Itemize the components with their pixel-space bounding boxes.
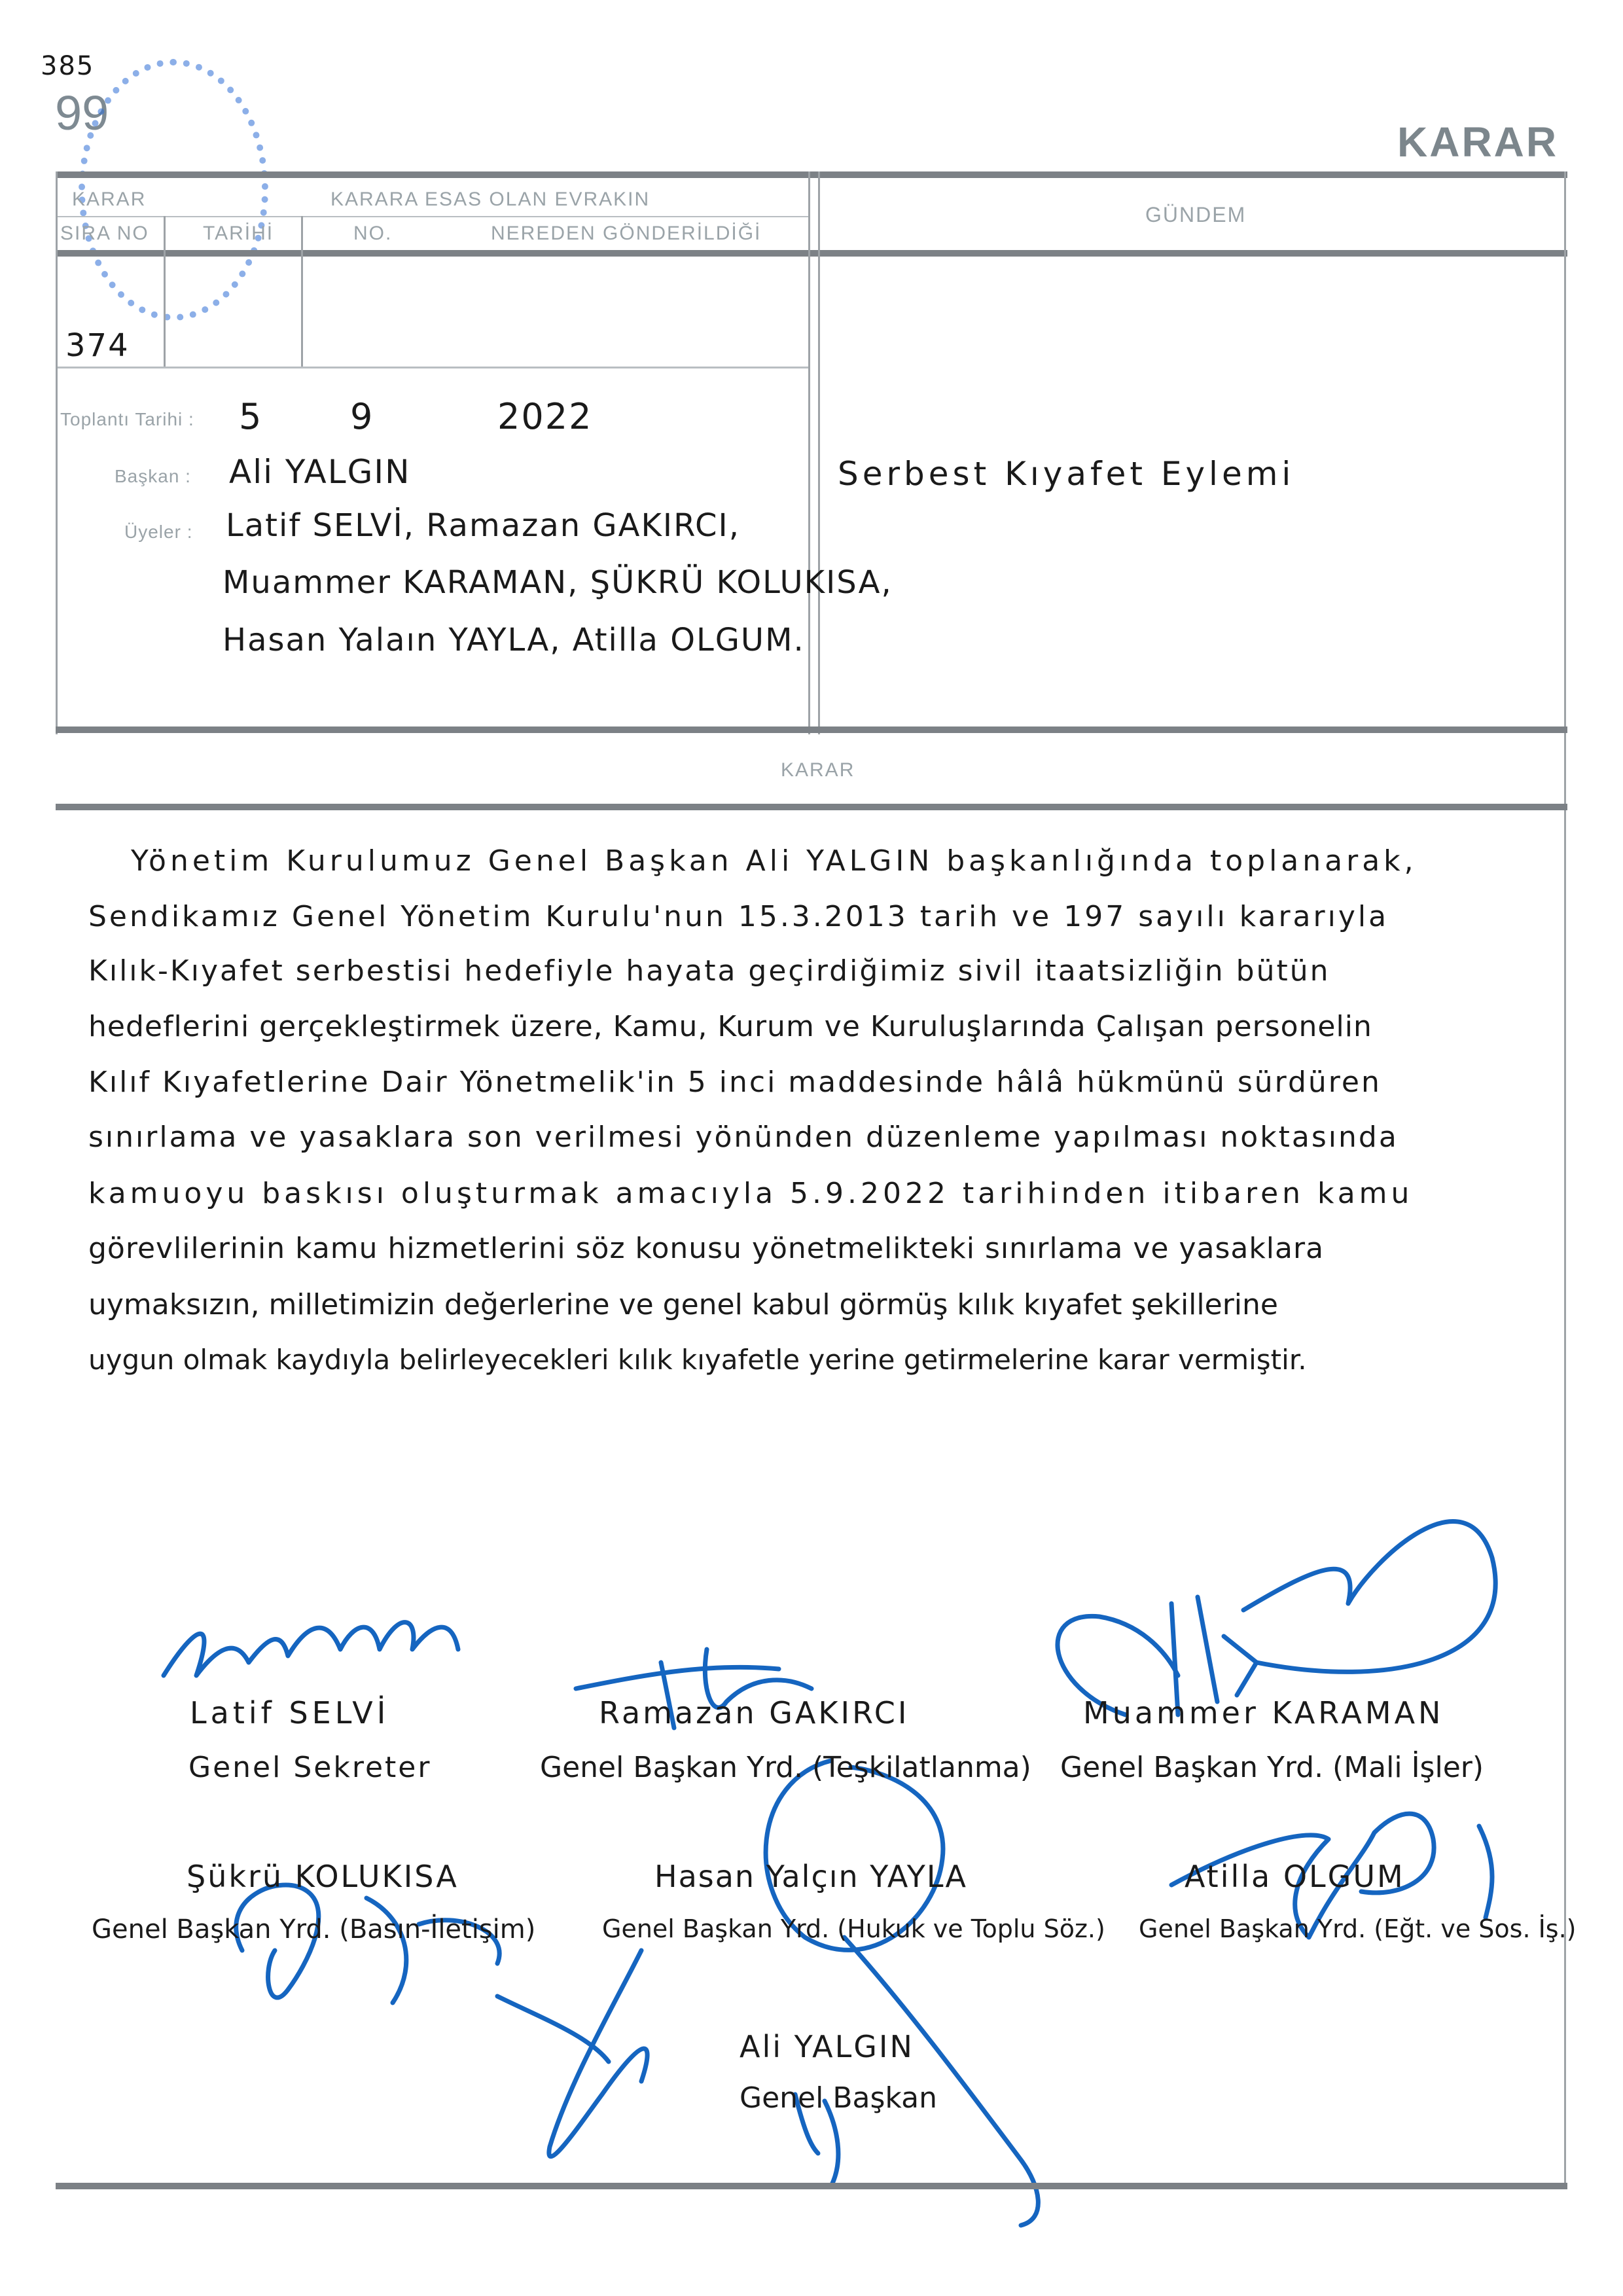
signatory-1-title: Genel Sekreter: [188, 1751, 432, 1784]
signatory-7-title: Genel Başkan: [740, 2081, 937, 2115]
document-title: KARAR: [1397, 118, 1559, 166]
decision-line-8: görevlilerinin kamu hizmetlerini söz konusu yönetmelikteki sınırlama ve yasaklara: [88, 1232, 1325, 1265]
signatory-2-name: Ramazan GAKIRCI: [599, 1695, 910, 1731]
signatory-5-title: Genel Başkan Yrd. (Hukuk ve Toplu Söz.): [602, 1914, 1105, 1943]
signatory-1-name: Latif SELVİ: [190, 1695, 390, 1731]
decision-line-9: uymaksızın, milletimizin değerlerine ve genel kabul görmüş kılık kıyafet şekillerine: [88, 1288, 1278, 1321]
column-esas: KARARA ESAS OLAN EVRAKIN: [330, 188, 651, 210]
column-karar: KARAR: [72, 188, 147, 210]
signatory-4-name: Şükrü KOLUKISA: [187, 1859, 459, 1894]
decision-line-5: Kılıf Kıyafetlerine Dair Yönetmelik'in 5 inci maddesinde hâlâ hükmünü sürdüren: [88, 1066, 1382, 1099]
signatory-7-name: Ali YALGIN: [740, 2029, 914, 2064]
column-tarihi: TARİHİ: [203, 223, 274, 244]
members-label: Üyeler :: [124, 522, 193, 542]
decision-line-6: sınırlama ve yasaklara son verilmesi yönünden düzenleme yapılması noktasında: [88, 1121, 1399, 1154]
meeting-date-day: 5: [239, 396, 263, 437]
decision-line-7: kamuoyu baskısı oluşturmak amacıyla 5.9.2022 tarihinden itibaren kamu: [88, 1177, 1414, 1210]
decision-line-10: uygun olmak kaydıyla belirleyecekleri kılık kıyafetle yerine getirmelerine karar vermiştir.: [88, 1344, 1307, 1376]
members-line-3: Hasan Yalaın YAYLA, Atilla OLGUM.: [223, 622, 805, 658]
agenda-text: Serbest Kıyafet Eylemi: [838, 455, 1295, 493]
decision-line-3: Kılık-Kıyafet serbestisi hedefiyle hayata geçirdiğimiz sivil itaatsizliğin bütün: [88, 954, 1330, 988]
chair-name: Ali YALGIN: [229, 453, 411, 491]
meeting-date-year: 2022: [497, 396, 593, 437]
meeting-date-label: Toplantı Tarihi :: [60, 409, 194, 429]
page-bottom-rule: [56, 2183, 1567, 2189]
signatory-4-title: Genel Başkan Yrd. (Basın-İletişim): [92, 1914, 536, 1945]
members-line-2: Muammer KARAMAN, ŞÜKRÜ KOLUKISA,: [223, 564, 893, 601]
signatory-5-name: Hasan Yalçın YAYLA: [654, 1859, 967, 1894]
decision-line-2: Sendikamız Genel Yönetim Kurulu'nun 15.3.2013 tarih ve 197 sayılı kararıyla: [88, 900, 1389, 933]
page-number-stamp: 99: [55, 86, 109, 140]
signatory-2-title: Genel Başkan Yrd. (Teşkilatlanma): [540, 1751, 1031, 1784]
meeting-date-month: 9: [350, 396, 374, 437]
signatory-3-name: Muammer KARAMAN: [1083, 1695, 1444, 1731]
column-nereden: NEREDEN GÖNDERİLDİĞİ: [491, 223, 762, 244]
signatory-3-title: Genel Başkan Yrd. (Mali İşler): [1060, 1751, 1484, 1784]
signatory-6-title: Genel Başkan Yrd. (Eğt. ve Sos. İş.): [1139, 1914, 1577, 1943]
page-number-top: 385: [41, 51, 95, 81]
column-no: NO.: [353, 223, 393, 244]
decision-section-label: KARAR: [781, 759, 855, 781]
signatory-6-name: Atilla OLGUM: [1185, 1859, 1405, 1894]
decision-line-4: hedeflerini gerçekleştirmek üzere, Kamu, Kurum ve Kuruluşlarında Çalışan personelin: [88, 1010, 1372, 1043]
decision-line-1: Yönetim Kurulumuz Genel Başkan Ali YALGIN başkanlığında toplanarak,: [131, 844, 1418, 878]
decision-number: 374: [65, 327, 130, 364]
column-sira-no: SIRA NO: [60, 223, 149, 244]
column-gundem: GÜNDEM: [1145, 203, 1247, 226]
chair-label: Başkan :: [115, 466, 191, 486]
members-line-1: Latif SELVİ, Ramazan GAKIRCI,: [226, 507, 740, 544]
